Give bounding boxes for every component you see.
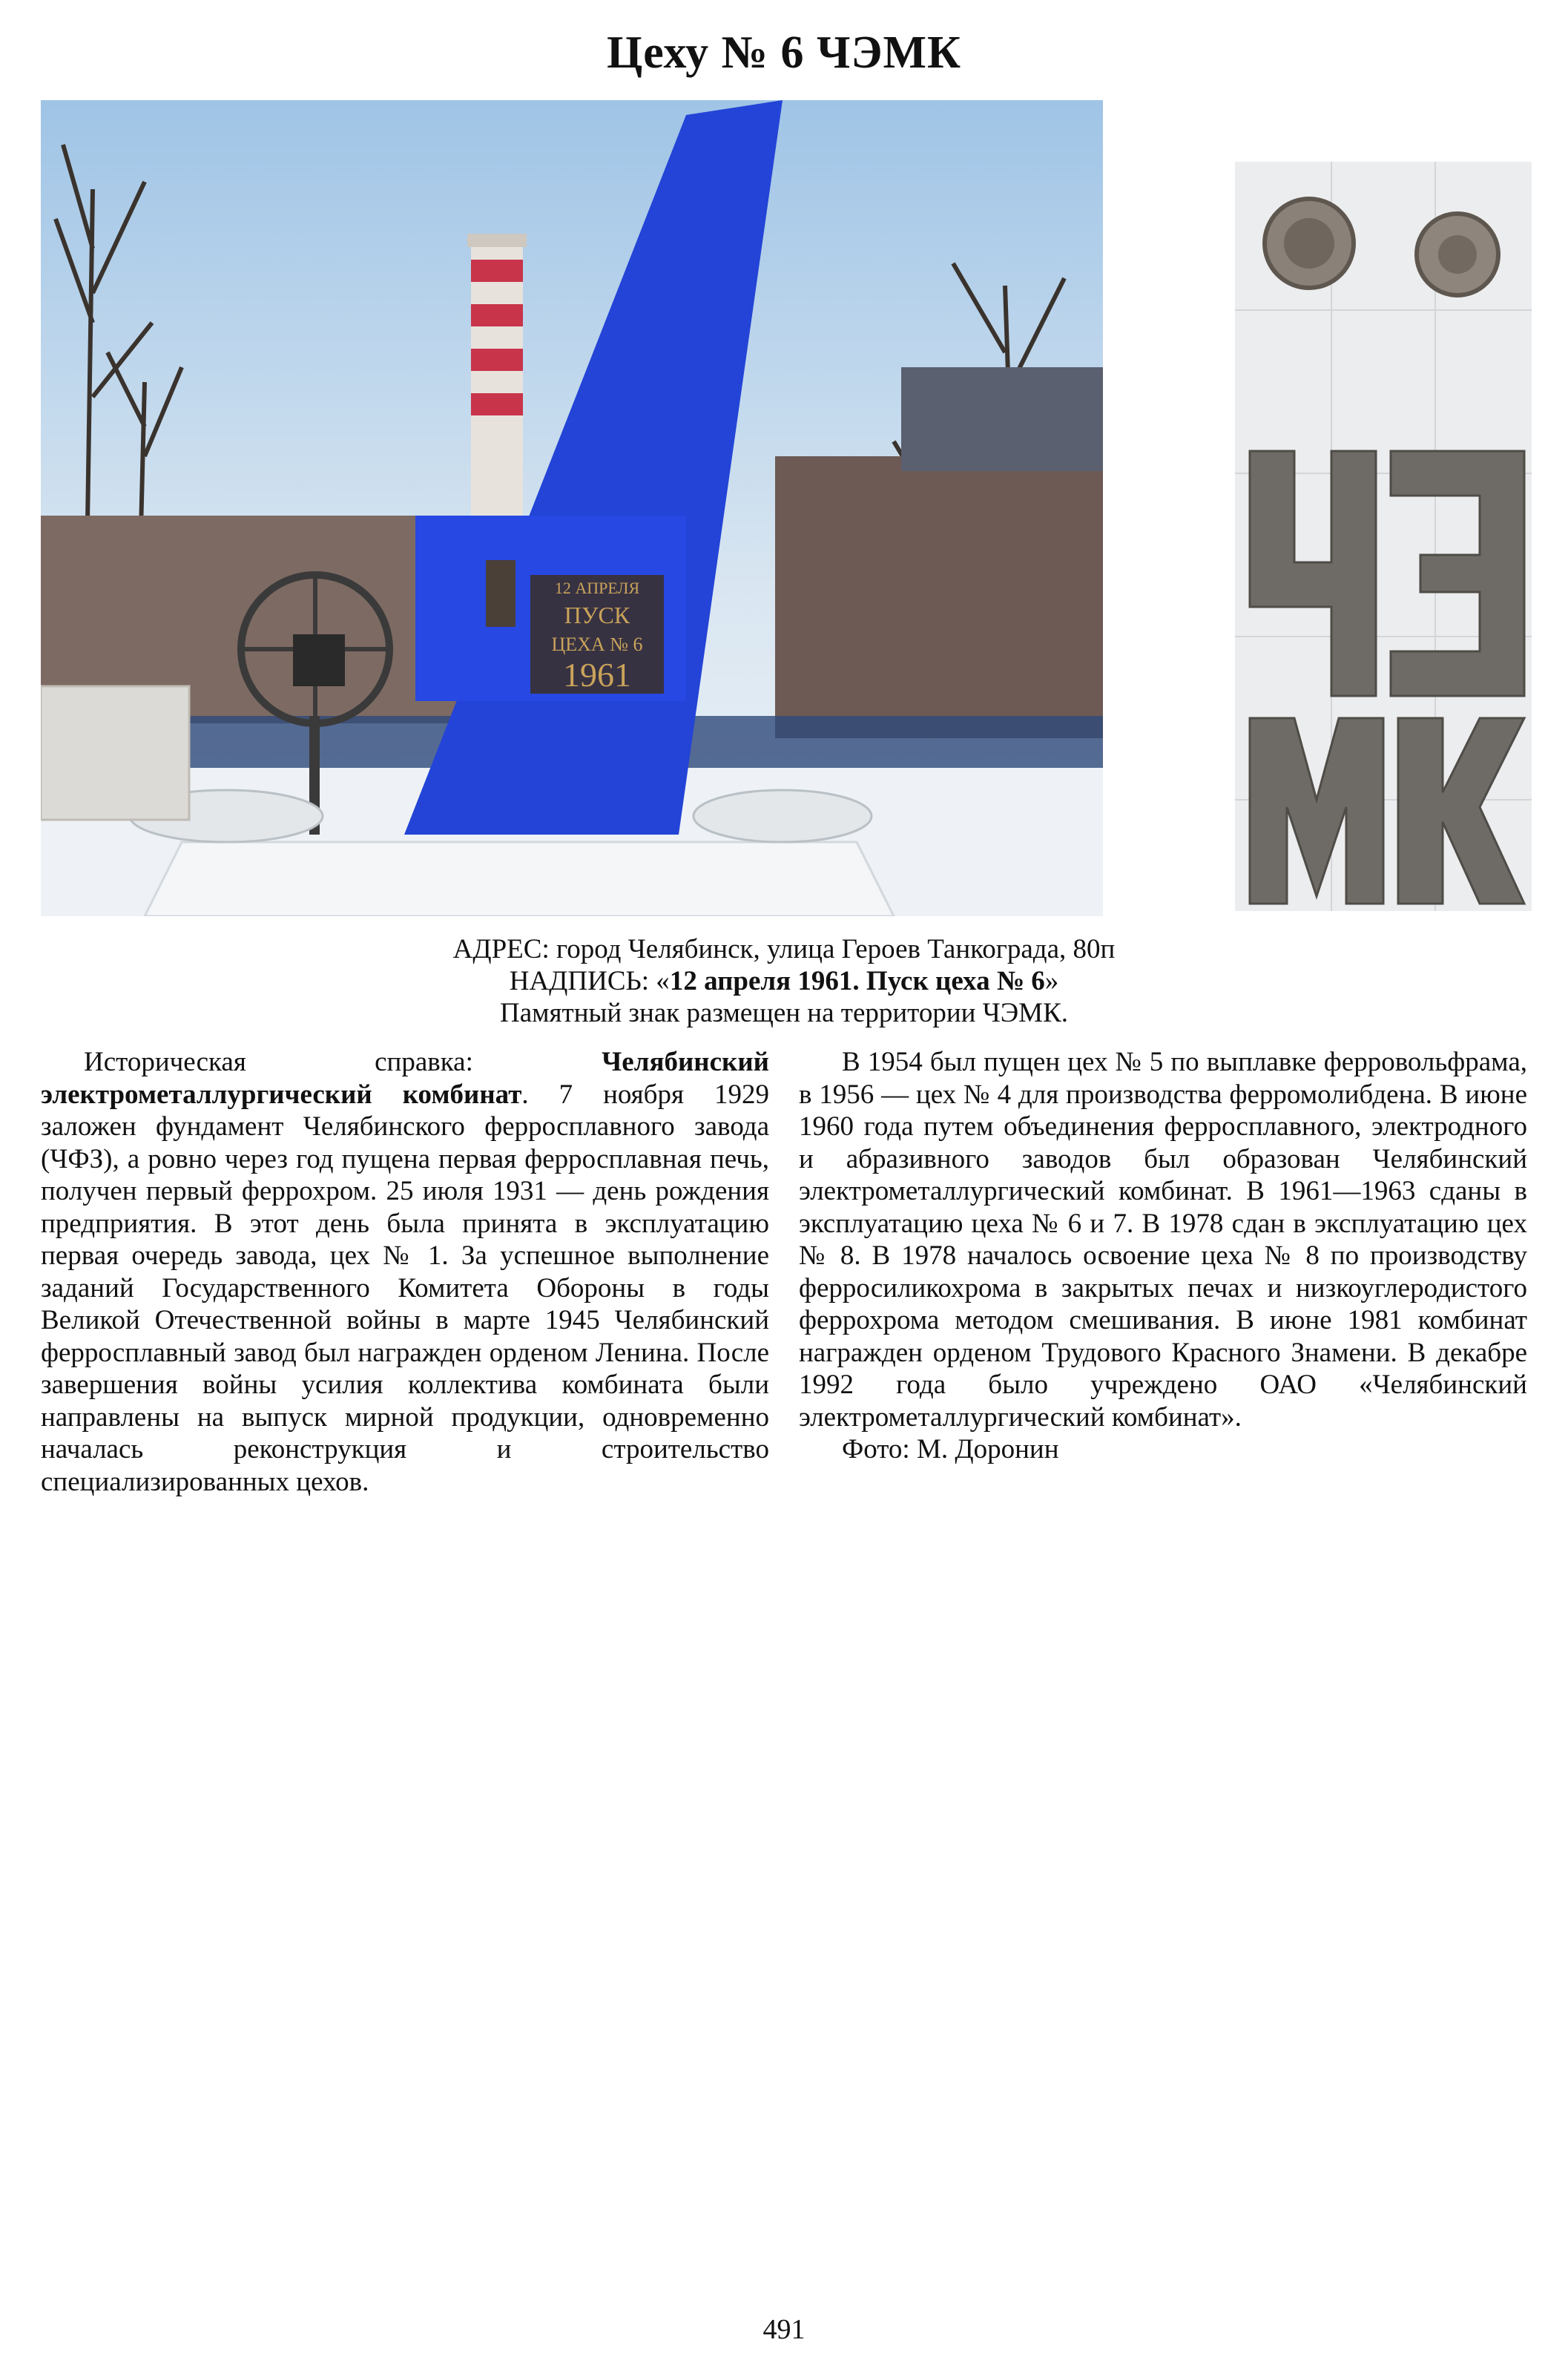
order-of-lenin-icon	[1265, 199, 1354, 288]
factory-hall	[901, 367, 1103, 471]
inscription-line	[0, 965, 1568, 997]
page-title: Цеху № 6 ЧЭМК	[607, 27, 961, 78]
history-paragraph	[41, 1046, 769, 1498]
plaque-line-1: 12 АПРЕЛЯ	[554, 579, 640, 597]
photo-caption	[0, 933, 1568, 1029]
history-continuation: В 1954 был пущен цех № 5 по выплавке ферровольфрама, в 1956 — цех № 4 для производства ферромолибдена. В июне 1960 года путем объединения ферросплавного, электродного и абразивного заводов был образован Челябинский электрометаллургический комбинат. В 1961—1963 сданы в эксплуатацию цеха № 6 и 7. В 1978 сдан в эксплуатацию цех № 8. В 1978 началось освоение цеха № 8 по производству ферросиликохрома в закрытых печах и низкоуглеродистого феррохрома методом смешивания. В июне 1981 комбинат награжден орденом Трудового Красного Знамени. В декабре 1992 года было учреждено ОАО «Челябинский электрометаллургический комбинат».	[799, 1047, 1527, 1433]
history-column-left	[41, 1046, 769, 1498]
photo-credit: Фото: М. Доронин	[842, 1434, 1059, 1464]
plaque-line-3: ЦЕХА № 6	[551, 634, 643, 655]
facade-illustration	[1235, 162, 1532, 911]
page-number: 491	[762, 2314, 806, 2345]
history-text: . 7 ноября 1929 заложен фундамент Челябинского ферросплавного завода (ЧФЗ), а ровно через год пущена первая ферросплавная печь, получен первый феррохром. 25 июля 1931 — день рождения предприятия. В этот день была принята в эксплуатацию первая очередь завода, цех № 1. За успешное выполнение заданий Государственного Комитета Обороны в годы Великой Отечественной войны в марте 1945 Челябинский ферросплавный завод был награжден орденом Ленина. После завершения войны усилия коллектива комбината были направлены на выпуск мирной продукции, одновременно началась реконструкция и строительство специализированных цехов.	[41, 1079, 769, 1497]
facade-photo	[1235, 162, 1532, 911]
plaque-line-4: 1961	[563, 656, 631, 694]
inscription-text: 12 апреля 1961. Пуск цеха № 6	[669, 966, 1045, 996]
monument-photo	[41, 100, 1103, 916]
stone-bowl-right	[694, 790, 872, 842]
monument-illustration	[41, 100, 1103, 916]
history-label: Историческая справка:	[84, 1047, 602, 1077]
inscription-close: »	[1044, 966, 1059, 996]
company-name: Челябинский электрометаллургический комбинат	[41, 1047, 769, 1110]
plaque-line-2: ПУСК	[564, 602, 630, 628]
building-right	[775, 456, 1103, 738]
inscription-label: НАДПИСЬ: «	[509, 966, 670, 996]
address-line: АДРЕС: город Челябинск, улица Героев Танкограда, 80п	[452, 934, 1116, 964]
location-note: Памятный знак размещен на территории ЧЭМК.	[499, 998, 1069, 1028]
history-column-right	[799, 1046, 1527, 1466]
order-of-red-banner-icon	[1417, 214, 1498, 295]
